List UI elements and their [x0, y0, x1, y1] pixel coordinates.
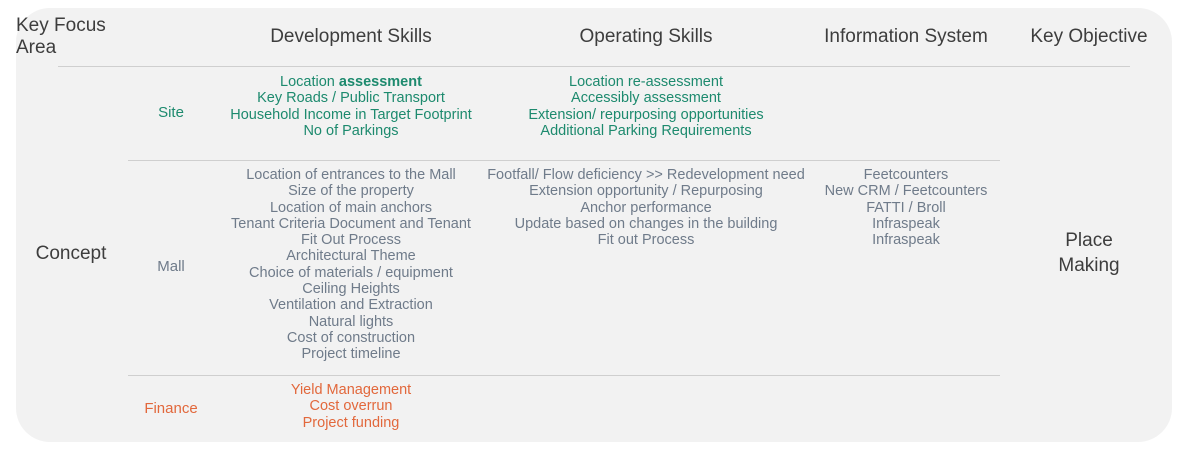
development-skills-column — [216, 66, 486, 442]
list-item: Extension opportunity / Repurposing — [529, 183, 763, 200]
list-item: Additional Parking Requirements — [540, 122, 752, 139]
column-header-information-system: Information System — [824, 26, 988, 47]
list-item: FATTI / Broll — [866, 199, 946, 216]
list-item: Project timeline — [301, 346, 401, 363]
list-item: Extension/ repurposing opportunities — [528, 106, 764, 123]
list-item: Accessibly assessment — [571, 90, 721, 107]
list-item: Fit Out Process — [301, 232, 401, 249]
column-header-key-objective: Key Objective — [1030, 26, 1148, 47]
subcategory-column — [126, 66, 216, 442]
list-item: Cost of construction — [286, 329, 416, 346]
list-item: Size of the property — [288, 183, 414, 200]
list-item: Anchor performance — [580, 199, 712, 216]
information-system-column — [806, 66, 1006, 442]
list-item: Location re-assessment — [569, 74, 723, 90]
development-skills-mall — [216, 159, 486, 374]
list-item: Footfall/ Flow deficiency >> Redevelopment need — [487, 167, 805, 183]
column-header-subcategory — [126, 8, 216, 66]
information-system-mall — [806, 159, 1006, 374]
list-item: Ventilation and Extraction — [269, 297, 433, 314]
list-item: New CRM / Feetcounters — [824, 183, 988, 200]
list-item: Ceiling Heights — [302, 281, 400, 298]
list-item: Feetcounters — [863, 167, 949, 183]
list-item: Household Income in Target Footprint — [230, 106, 472, 123]
list-item: Infraspeak — [872, 232, 940, 249]
list-item: Location assessment — [280, 74, 422, 90]
subcategory-label-site: Site — [158, 104, 184, 121]
list-item: Natural lights — [308, 313, 394, 330]
list-item: Project funding — [302, 414, 400, 431]
list-item: Cost overrun — [309, 398, 393, 415]
column-header-operating-skills: Operating Skills — [579, 26, 713, 47]
list-item: Key Roads / Public Transport — [257, 90, 445, 107]
list-item: Infraspeak — [872, 215, 940, 232]
information-system-finance — [806, 374, 1006, 442]
diagram-board — [16, 8, 1172, 442]
development-skills-finance — [216, 374, 486, 442]
list-item: Fit out Process — [597, 232, 695, 249]
operating-skills-finance — [486, 374, 806, 442]
list-item: Choice of materials / equipment — [249, 264, 453, 281]
key-objective-line-2: Making — [1058, 255, 1120, 276]
list-item: Architectural Theme — [286, 248, 416, 265]
list-item: Location of entrances to the Mall — [246, 167, 456, 183]
subcategory-label-finance: Finance — [144, 399, 198, 417]
subcategory-label-mall: Mall — [157, 258, 185, 275]
development-skills-site — [216, 66, 486, 159]
key-objective-line-1: Place — [1065, 230, 1113, 252]
list-item: Yield Management — [290, 382, 412, 398]
operating-skills-mall — [486, 159, 806, 374]
key-focus-area-value: Concept — [35, 243, 107, 264]
list-item: Location of main anchors — [269, 199, 432, 216]
column-header-development-skills: Development Skills — [270, 26, 432, 47]
diagram-grid — [16, 8, 1172, 442]
operating-skills-column — [486, 66, 806, 442]
column-header-key-focus-area: Key Focus Area — [16, 15, 106, 58]
list-item: No of Parkings — [303, 122, 399, 139]
list-item-emphasis: assessment — [338, 74, 422, 90]
key-objective-value — [1006, 66, 1172, 442]
list-item: Tenant Criteria Document and Tenant — [231, 215, 471, 232]
operating-skills-site — [486, 66, 806, 159]
information-system-site — [806, 66, 1006, 159]
list-item: Update based on changes in the building — [514, 215, 778, 232]
